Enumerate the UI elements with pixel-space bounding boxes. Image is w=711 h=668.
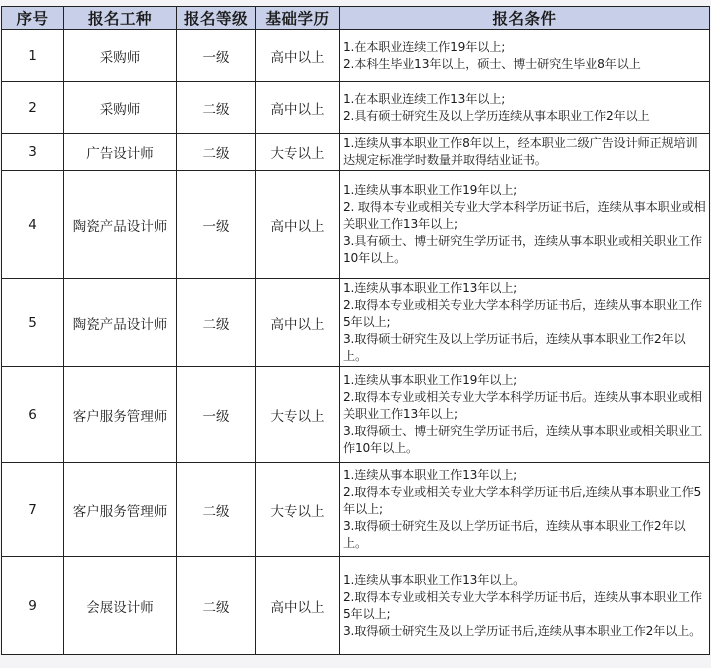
table-row: [2, 134, 710, 171]
header-conditions: 报名条件: [340, 7, 710, 30]
row-serial-no: 6: [2, 367, 64, 463]
row-serial-no: 2: [2, 82, 64, 134]
condition-line: 2.本科生毕业13年以上，硕士、博士研究生毕业8年以上: [343, 56, 641, 71]
row-level: 二级: [177, 463, 256, 557]
row-serial-no: 5: [2, 279, 64, 367]
table-row: [2, 82, 710, 134]
row-trade: 客户服务管理师: [64, 367, 177, 463]
row-serial-no: 7: [2, 463, 64, 557]
condition-line: 1.在本职业连续工作19年以上;: [343, 39, 506, 54]
row-education: 高中以上: [256, 279, 340, 367]
condition-line: 3.取得硕士研究生及以上学历证书后，连续从事本职业工作2年以上。: [343, 519, 686, 550]
table-row: [2, 463, 710, 557]
condition-line: 2. 取得本专业或相关专业大学本科学历证书后，连续从事本职业或相关职业工作13年以上;: [343, 200, 706, 231]
row-level: 一级: [177, 171, 256, 279]
row-trade: 会展设计师: [64, 557, 177, 655]
row-conditions: [340, 30, 710, 82]
header-education: 基础学历: [256, 7, 340, 30]
table-header-row: [2, 7, 710, 30]
table-row: [2, 367, 710, 463]
table-row: [2, 171, 710, 279]
row-trade: 客户服务管理师: [64, 463, 177, 557]
row-education: 高中以上: [256, 30, 340, 82]
condition-line: 1.连续从事本职业工作19年以上;: [343, 183, 518, 197]
condition-line: 3.取得硕士研究生及以上学历证书后，连续从事本职业工作2年以上。: [343, 332, 686, 363]
condition-line: 2.取得本专业或相关专业大学本科学历证书后,连续从事本职业工作5年以上;: [343, 485, 702, 516]
row-level: 一级: [177, 367, 256, 463]
row-trade: 陶瓷产品设计师: [64, 279, 177, 367]
condition-line: 3.取得硕士、博士研究生学历证书后，连续从事本职业或相关职业工作10年以上。: [343, 424, 702, 455]
row-conditions: [340, 279, 710, 367]
condition-line: 1.连续从事本职业工作19年以上;: [343, 373, 518, 387]
table-body: [2, 30, 710, 655]
table-row: [2, 30, 710, 82]
condition-line: 2.取得本专业或相关专业大学本科学历证书后。连续从事本职业或相关职业工作13年以上;: [343, 390, 702, 421]
row-serial-no: 3: [2, 134, 64, 171]
row-conditions: [340, 367, 710, 463]
row-level: 一级: [177, 30, 256, 82]
row-education: 大专以上: [256, 463, 340, 557]
row-education: 大专以上: [256, 367, 340, 463]
row-conditions: [340, 557, 710, 655]
row-serial-no: 1: [2, 30, 64, 82]
condition-line: 1.连续从事本职业工作8年以上，经本职业二级广告设计师正规培训达规定标准学时数量并取得结业证书。: [343, 136, 698, 167]
condition-line: 3.取得硕士研究生及以上学历证书后,连续从事本职业工作2年以上。: [343, 623, 702, 638]
row-education: 高中以上: [256, 557, 340, 655]
condition-line: 3.具有硕士、博士研究生学历证书，连续从事本职业或相关职业工作10年以上。: [343, 234, 702, 265]
condition-line: 1.在本职业连续工作13年以上;: [343, 91, 506, 106]
condition-line: 1.连续从事本职业工作13年以上;: [343, 281, 518, 295]
row-level: 二级: [177, 557, 256, 655]
condition-line: 1.连续从事本职业工作13年以上;: [343, 468, 518, 482]
header-serial-no: 序号: [2, 7, 64, 30]
row-level: 二级: [177, 279, 256, 367]
row-serial-no: 9: [2, 557, 64, 655]
row-level: 二级: [177, 82, 256, 134]
condition-line: 1.连续从事本职业工作13年以上。: [343, 572, 526, 587]
row-conditions: [340, 82, 710, 134]
row-education: 高中以上: [256, 82, 340, 134]
row-conditions: [340, 463, 710, 557]
row-education: 大专以上: [256, 134, 340, 171]
condition-line: 2.取得本专业或相关专业大学本科学历证书后，连续从事本职业工作5年以上;: [343, 298, 702, 329]
row-level: 二级: [177, 134, 256, 171]
row-trade: 广告设计师: [64, 134, 177, 171]
table-row: [2, 279, 710, 367]
row-trade: 陶瓷产品设计师: [64, 171, 177, 279]
header-level: 报名等级: [177, 7, 256, 30]
row-serial-no: 4: [2, 171, 64, 279]
row-trade: 采购师: [64, 30, 177, 82]
header-trade: 报名工种: [64, 7, 177, 30]
table-row: [2, 557, 710, 655]
registration-conditions-table: [1, 6, 710, 655]
row-trade: 采购师: [64, 82, 177, 134]
condition-line: 2.取得本专业或相关专业大学本科学历证书后，连续从事本职业工作5年以上;: [343, 589, 702, 621]
row-education: 高中以上: [256, 171, 340, 279]
row-conditions: [340, 134, 710, 171]
row-conditions: [340, 171, 710, 279]
condition-line: 2.具有硕士研究生及以上学历连续从事本职业工作2年以上: [343, 108, 650, 123]
